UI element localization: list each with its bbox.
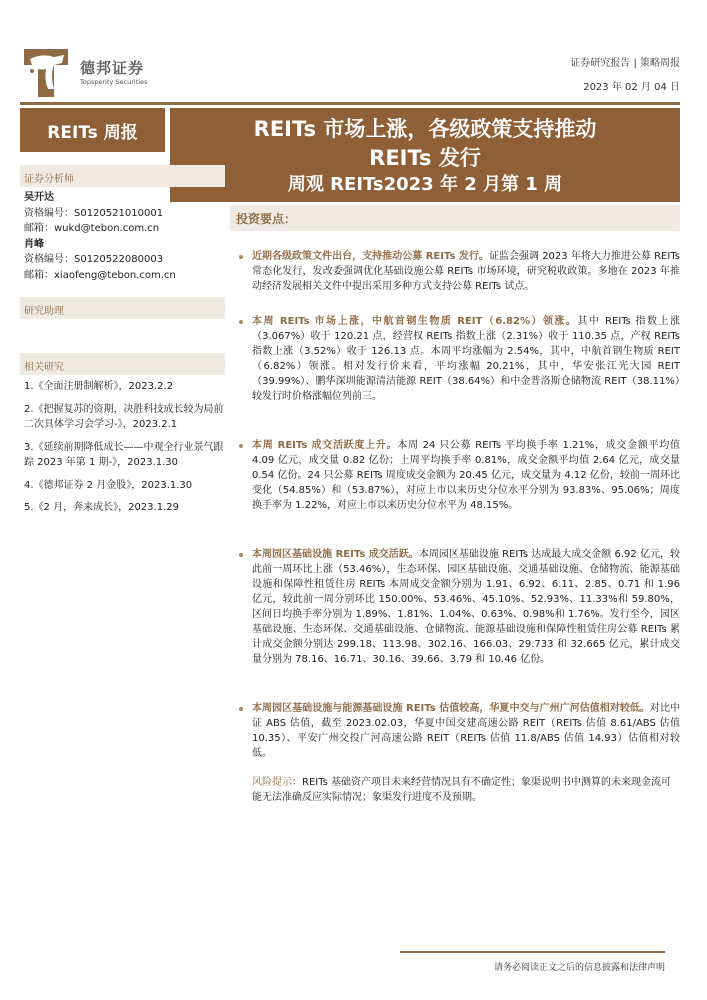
report-header (20, 40, 680, 100)
key-point (230, 547, 680, 667)
left-sidebar (20, 165, 225, 523)
key-point (230, 701, 680, 761)
analyst-name: 吴开达 (24, 192, 54, 203)
brand-name-cn: 德邦证券 (80, 59, 145, 77)
related-item[interactable]: 4.《德邦证券 2 月金股》，2023.1.30 (24, 479, 193, 491)
related-research-list (20, 379, 225, 516)
key-point-lead: 本周园区基础设施与能源基础设施 REITs 估值较高，华夏中交与广州广河估值相对较低。 (252, 703, 650, 714)
analyst-email[interactable]: 邮箱：xiaofeng@tebon.com.cn (24, 269, 176, 281)
key-point-lead: 本周 REITs 成交活跃度上升。 (252, 440, 398, 451)
analyst-name: 肖峰 (24, 238, 44, 250)
analyst-list (20, 190, 225, 283)
related-section-head: 相关研究 (20, 353, 225, 375)
related-item[interactable]: 1.《全面注册制解析》，2023.2.2 (24, 381, 174, 392)
main-title-band (170, 108, 680, 202)
risk-warning-body: REITs 基础资产项目未来经营情况具有不确定性；象渠说明书中测算的未来现金流可能无法准确反应实际情况；象渠发行进度不及预期。 (252, 777, 672, 803)
key-point (230, 438, 680, 513)
footer-divider (400, 951, 665, 953)
analyst-cert: 资格编号：S0120521010001 (24, 207, 164, 219)
analyst-cert: 资格编号：S0120522080003 (24, 254, 164, 265)
tebon-logo-icon (24, 49, 68, 97)
main-subtitle: 周观 REITs2023 年 2 月第 1 周 (287, 174, 563, 195)
key-point-body: 本周 24 只公募 REITs 平均换手率 1.21%，成交金额平均值 4.09 亿元，成交量 0.82 亿份；上周平均换手率 0.81%，成交金额平均值 2.64 亿元，成交量 0.54 亿份。24 只公募 REITs 周度成交金额为 20.45 亿元，成交量为 4.12 亿份，较前一周环比变化（54.85%）和（53.87%），对应上市以来历史分位水平分别为 93.83%、95.06%；周度换手率为 1.22%，对应上市以来历史分位水平为 48.15%。 (252, 440, 680, 511)
analyst-section-head: 证券分析师 (20, 165, 225, 187)
header-divider (20, 102, 680, 105)
key-point-body: 证监会强调 2023 年将大力推进公募 REITs 常态化发行，发改委强调优化基础设施公募 REITs 市场环境，研究税收政策。多地在 2023 年推动经济发展相关文件中提出采用多种方式支持公募 REITs 试点。 (252, 251, 680, 292)
key-point-lead: 本周 REITs 市场上涨，中航首钢生物质 REIT（6.82%）领涨。 (252, 316, 578, 327)
investment-highlights (230, 205, 680, 805)
analyst-email[interactable]: 邮箱：wukd@tebon.com.cn (24, 223, 160, 234)
report-type: 证券研究报告 | 策略周报 (570, 58, 680, 69)
key-point-lead: 近期各级政策文件出台，支持推动公募 REITs 发行。 (252, 251, 489, 262)
risk-warning-lead: 风险提示： (252, 777, 302, 788)
key-point (230, 314, 680, 404)
main-title-line1: REITs 市场上涨，各级政策支持推动 (253, 117, 597, 141)
report-date: 2023 年 02 月 04 日 (583, 82, 680, 93)
assistant-section-head: 研究助理 (20, 297, 225, 319)
related-item[interactable]: 5.《2 月，奔来成长》，2023.1.29 (24, 502, 179, 513)
related-item[interactable]: 3.《延续前期降低成长——中观全行业景气跟踪 2023 年第 1 期-》，2023.1.30 (24, 441, 224, 468)
key-point-body: 其中 REITs 指数上涨（3.067%）收于 120.21 点，经营权 REITs 指数上涨（2.31%）收于 110.35 点，产权 REITs 指数上涨（3.52%）收于 126.13 点。本周平均涨幅为 2.54%，其中，中航首钢生物质 REIT（6.82%）领涨。相对发行价来看，平均涨幅 20.21%，其中，华安张江光大园 REIT（39.99%）、鹏华深圳能源清洁能源 REIT（38.64%）和中金普洛斯仓储物流 REIT（38.11%）较发行时价格涨幅位列前三。 (252, 316, 680, 402)
key-point-body: 本周园区基础设施 REITs 达成最大成交金额 6.92 亿元，较此前一周环比上涨（53.46%），生态环保、园区基础设施、交通基础设施、仓储物流、能源基础设施和保障性租赁住房 REITs 本周成交金额分别为 1.91、6.92、6.11、2.85、0.71 和 1.96 亿元，较此前一周分别环比 150.00%、53.46%、45.10%、52.93%、11.33%和 59.80%，区间日均换手率分别为 1.89%、1.81%、1.04%、0.63%、0.98%和 1.76%。发行至今，园区基础设施、生态环保、交通基础设施、仓储物流、能源基础设施和保障性租赁住房公募 REITs 累计成交金额分别达 299.18、113.98、302.16、166.03、29.733 和 32.665 亿元，累计成交量分别为 78.16、16.71、30.16、39.66、3.79 和 10.46 亿份。 (252, 549, 681, 665)
brand-name-en: Topsperity Securities (80, 78, 148, 86)
risk-warning (230, 775, 680, 805)
key-points-head: 投资要点： (230, 205, 680, 231)
key-point-body: 对比中证 ABS 估值，截至 2023.02.03，华夏中国交建高速公路 REIT（REITs 估值 8.61/ABS 估值 10.35）、平安广州交投广河高速公路 REIT（REITs 估值 11.8/ABS 估值 14.93）估值相对较低。 (252, 703, 680, 759)
key-point (230, 249, 680, 294)
main-title-line2: REITs 发行 (369, 146, 481, 170)
report-series-title: REITs 周报 (20, 108, 165, 152)
key-point-lead: 本周园区基础设施 REITs 成交活跃。 (252, 549, 419, 560)
disclaimer-note: 请务必阅读正文之后的信息披露和法律声明 (493, 963, 665, 973)
related-item[interactable]: 2.《把握复苏的资期，决胜科技成长较为局前二次具体学习会学习-》，2023.2.1 (24, 403, 224, 430)
